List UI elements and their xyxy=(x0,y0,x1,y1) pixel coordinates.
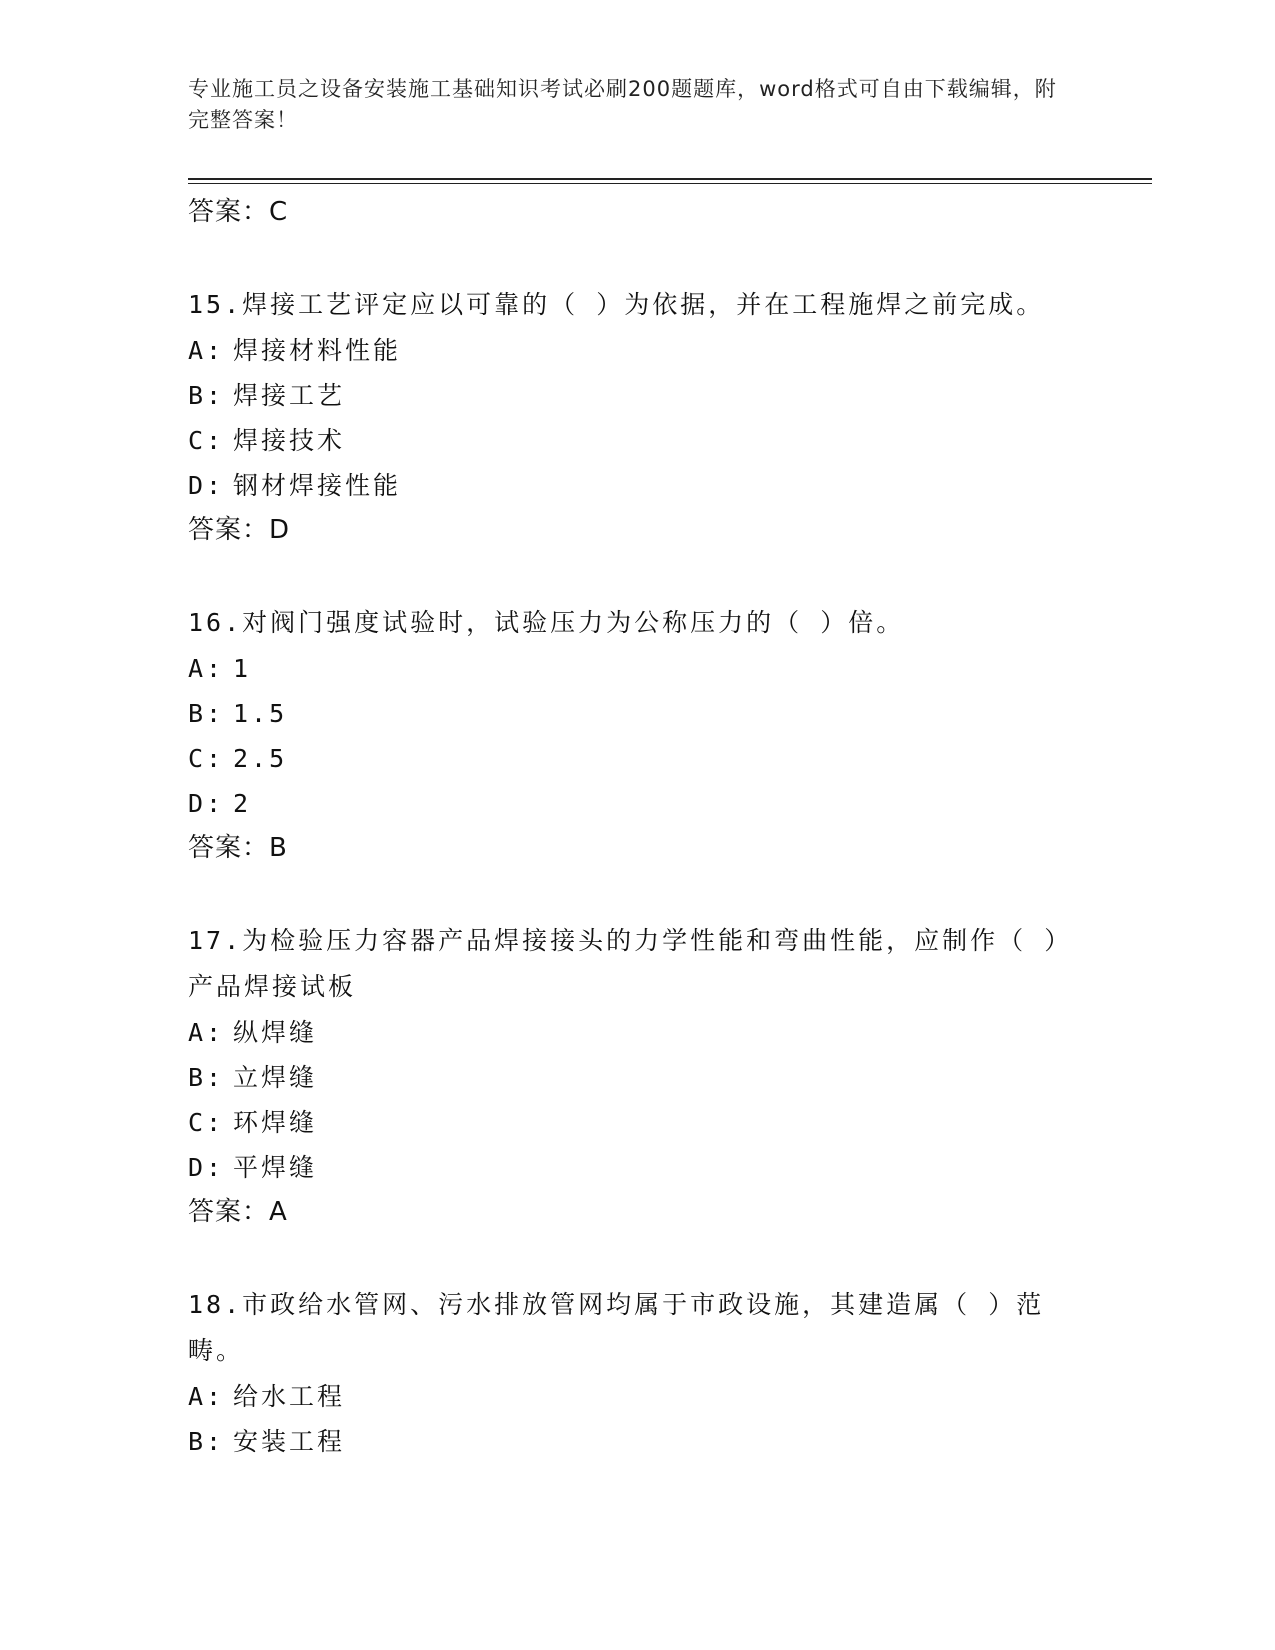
answer-line: 答案：A xyxy=(188,1197,288,1227)
option-letter: B: xyxy=(188,699,225,728)
option-letter: B: xyxy=(188,381,225,410)
spacer xyxy=(188,870,1088,918)
spacer xyxy=(188,234,1088,282)
option-text: 2 xyxy=(233,789,252,818)
option-text: 焊接材料性能 xyxy=(233,336,402,365)
option-a xyxy=(188,1374,1088,1419)
spacer xyxy=(188,1234,1088,1282)
option-letter: B: xyxy=(188,1063,225,1092)
spacer xyxy=(188,552,1088,600)
option-a xyxy=(188,328,1088,373)
option-letter: C: xyxy=(188,744,225,773)
option-letter: A: xyxy=(188,1018,225,1047)
answer-line: 答案：C xyxy=(188,197,289,227)
option-text: 1.5 xyxy=(233,699,288,728)
option-d xyxy=(188,463,1088,508)
option-text: 2.5 xyxy=(233,744,288,773)
option-letter: D: xyxy=(188,789,225,818)
option-letter: D: xyxy=(188,471,225,500)
option-letter: D: xyxy=(188,1153,225,1182)
option-letter: B: xyxy=(188,1427,225,1456)
option-c xyxy=(188,736,1088,781)
option-b xyxy=(188,691,1088,736)
option-d xyxy=(188,781,1088,826)
option-letter: C: xyxy=(188,1108,225,1137)
question-stem-18: 18.市政给水管网、污水排放管网均属于市政设施，其建造属（ ）范畴。 xyxy=(188,1290,1045,1365)
option-text: 平焊缝 xyxy=(233,1153,318,1182)
question-stem-16: 16.对阀门强度试验时，试验压力为公称压力的（ ）倍。 xyxy=(188,608,905,637)
page-header-title: 专业施工员之设备安装施工基础知识考试必刷200题题库，word格式可自由下载编辑，附完整答案！ xyxy=(188,77,1057,132)
option-text: 给水工程 xyxy=(233,1382,346,1411)
option-b xyxy=(188,1055,1088,1100)
option-a xyxy=(188,1010,1088,1055)
option-d xyxy=(188,1145,1088,1190)
option-letter: A: xyxy=(188,1382,225,1411)
option-a xyxy=(188,646,1088,691)
header-rule-thin xyxy=(188,183,1152,184)
option-c xyxy=(188,1100,1088,1145)
option-text: 钢材焊接性能 xyxy=(233,471,402,500)
option-text: 焊接技术 xyxy=(233,426,346,455)
option-text: 焊接工艺 xyxy=(233,381,346,410)
option-letter: C: xyxy=(188,426,225,455)
answer-line: 答案：B xyxy=(188,833,288,863)
option-b xyxy=(188,1419,1088,1464)
option-text: 纵焊缝 xyxy=(233,1018,318,1047)
option-letter: A: xyxy=(188,336,225,365)
option-c xyxy=(188,418,1088,463)
question-stem-17: 17.为检验压力容器产品焊接接头的力学性能和弯曲性能，应制作（ ）产品焊接试板 xyxy=(188,926,1060,1001)
answer-line: 答案：D xyxy=(188,515,291,545)
option-text: 1 xyxy=(233,654,252,683)
question-list xyxy=(188,190,1088,1464)
header-rule-thick xyxy=(188,178,1152,180)
option-text: 安装工程 xyxy=(233,1427,346,1456)
question-stem-15: 15.焊接工艺评定应以可靠的（ ）为依据，并在工程施焊之前完成。 xyxy=(188,290,1045,319)
option-letter: A: xyxy=(188,654,225,683)
option-b xyxy=(188,373,1088,418)
option-text: 立焊缝 xyxy=(233,1063,318,1092)
option-text: 环焊缝 xyxy=(233,1108,318,1137)
